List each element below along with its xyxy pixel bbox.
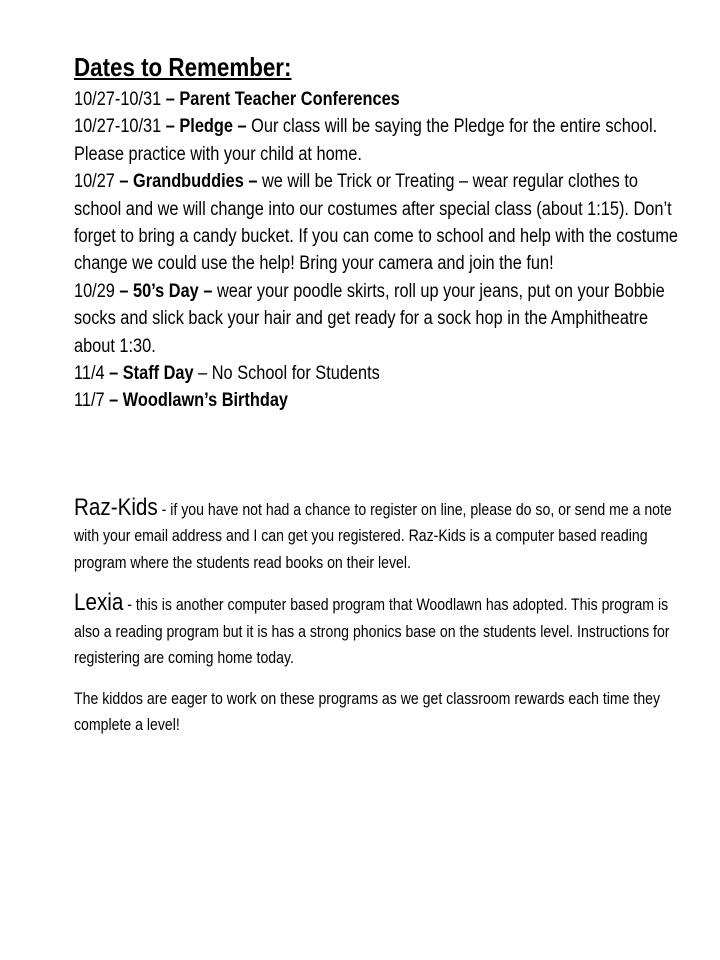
separator: – [193, 363, 212, 385]
razkids-text: - if you have not had a chance to register on line, please do so, or send me a note with your email address and I can get you registered. Raz-Kids is a computer based reading program where the students read books on their level. [74, 500, 672, 572]
event-name: Woodlawn’s Birthday [122, 390, 288, 412]
lexia-paragraph [74, 590, 684, 672]
event-details: No School for Students [211, 363, 380, 385]
date-entry-pledge [74, 113, 684, 168]
separator: – [161, 116, 180, 138]
spacer [74, 576, 684, 590]
spacer [74, 672, 684, 686]
date-entry-50s-day [74, 278, 684, 360]
event-details: we will be Trick or Treating – wear regular clothes to school and we will change into our costumes after special class (about 1:15). Don’t forget to bring a candy bucket. If you can come to school and help with the costume change we could use the help! Bring your camera and join the fun! [74, 171, 679, 275]
razkids-paragraph [74, 495, 684, 577]
event-name: Parent Teacher Conferences [179, 89, 400, 110]
event-name: Grandbuddies [133, 171, 244, 193]
date: 10/27-10/31 [74, 116, 162, 138]
lexia-title: Lexia [74, 589, 124, 617]
event-name: 50’s Day [133, 280, 199, 302]
lexia-text: - this is another computer based program that Woodlawn has adopted. This program is also a reading program but it is has a strong phonics base on the students level. Instructions for registering are coming home today. [74, 596, 670, 668]
newsletter-content [74, 50, 684, 739]
event-details: Our class will be saying the Pledge for the entire school. Please practice with your child at home. [74, 116, 658, 165]
event-name: Pledge [179, 116, 233, 138]
date: 10/27-10/31 [74, 89, 162, 110]
date: 10/29 [74, 280, 115, 302]
separator: – [161, 89, 180, 110]
separator: – [232, 116, 252, 138]
date-entry-birthday [74, 387, 684, 414]
razkids-title: Raz-Kids [74, 493, 158, 521]
separator: – [104, 390, 123, 412]
event-name: Staff Day [122, 363, 194, 385]
date-entry-conferences [74, 86, 684, 113]
date-entry-staff-day [74, 360, 684, 387]
separator: – [114, 171, 134, 193]
separator: – [198, 280, 217, 302]
date: 11/4 [74, 363, 105, 385]
separator: – [104, 363, 123, 385]
spacer [74, 415, 684, 495]
separator: – [243, 171, 262, 193]
dates-heading: Dates to Remember: [74, 52, 292, 82]
closing-paragraph: The kiddos are eager to work on these programs as we get classroom rewards each time they complete a level! [74, 689, 661, 735]
event-details: wear your poodle skirts, roll up your jeans, put on your Bobbie socks and slick back your hair and get ready for a sock hop in the Amphitheatre about 1:30. [74, 280, 665, 357]
date-entry-grandbuddies [74, 168, 684, 278]
date: 11/7 [74, 390, 105, 412]
separator: – [114, 280, 134, 302]
date: 10/27 [74, 171, 115, 193]
